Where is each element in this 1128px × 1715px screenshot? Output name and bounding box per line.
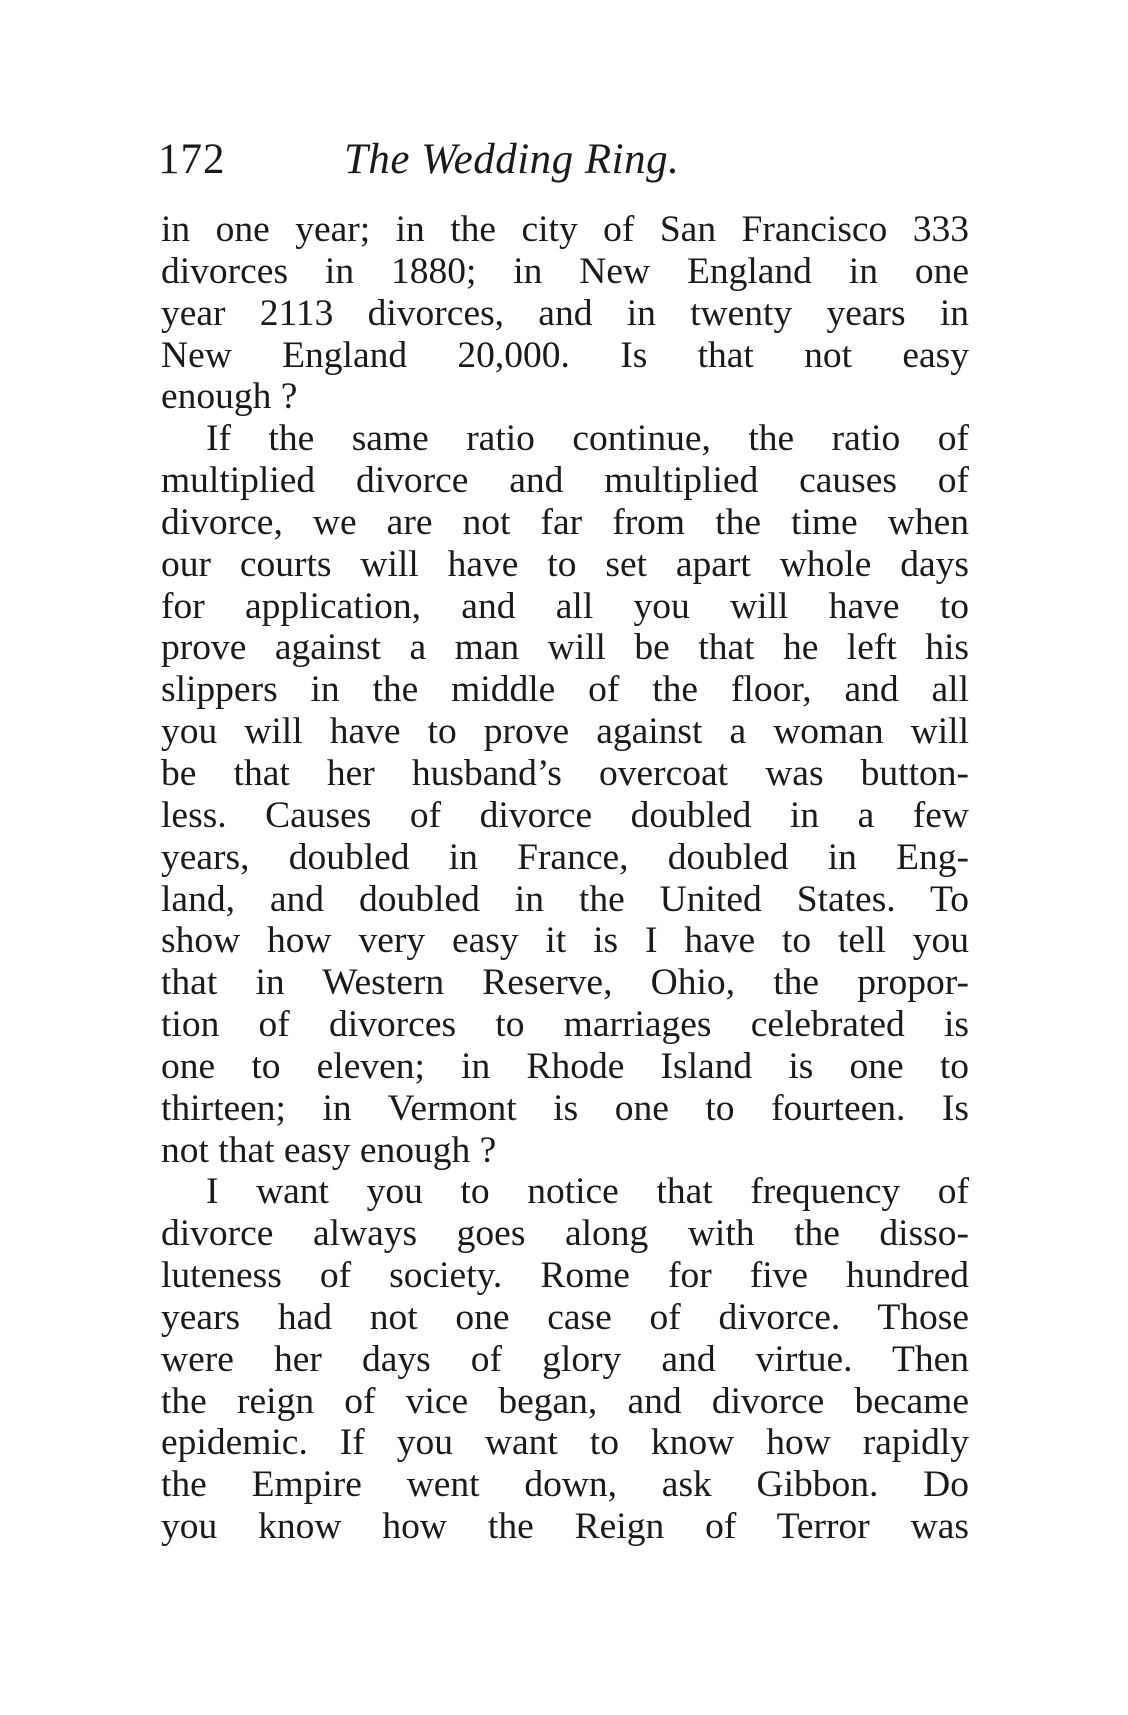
running-title: The Wedding Ring.: [344, 136, 680, 183]
text-line: tion of divorces to marriages celebrated is: [161, 1004, 969, 1046]
text-line: divorce, we are not far from the time when: [161, 501, 969, 543]
text-line: epidemic. If you want to know how rapidly: [161, 1422, 969, 1464]
text-line: show how very easy it is I have to tell you: [161, 920, 969, 962]
text-line: years had not one case of divorce. Those: [161, 1296, 969, 1338]
text-line: enough ?: [161, 376, 298, 418]
paragraph-start-line: If the same ratio continue, the ratio of: [206, 418, 969, 460]
text-line: slippers in the middle of the floor, and all: [161, 669, 969, 711]
text-line: you know how the Reign of Terror was: [161, 1506, 969, 1548]
text-line: prove against a man will be that he left his: [161, 627, 969, 669]
text-line: the reign of vice began, and divorce became: [161, 1380, 969, 1422]
text-line: in one year; in the city of San Francisco 333: [161, 209, 969, 250]
paragraph-start-line: I want you to notice that frequency of: [206, 1171, 969, 1213]
text-line: thirteen; in Vermont is one to fourteen. Is: [161, 1087, 969, 1129]
text-line: multiplied divorce and multiplied causes of: [161, 460, 969, 502]
text-line: that in Western Reserve, Ohio, the propor-: [161, 962, 969, 1004]
text-line: were her days of glory and virtue. Then: [161, 1338, 969, 1380]
text-line: one to eleven; in Rhode Island is one to: [161, 1045, 969, 1087]
text-line: not that easy enough ?: [161, 1129, 497, 1171]
body-text: [161, 209, 969, 1548]
text-line: less. Causes of divorce doubled in a few: [161, 794, 969, 836]
text-line: divorces in 1880; in New England in one: [161, 250, 969, 292]
text-line: divorce always goes along with the disso-: [161, 1213, 969, 1255]
text-line: be that her husband’s overcoat was button-: [161, 752, 969, 794]
text-line: land, and doubled in the United States. To: [161, 878, 969, 920]
text-line: New England 20,000. Is that not easy: [161, 334, 969, 376]
text-line: year 2113 divorces, and in twenty years in: [161, 292, 969, 334]
text-line: luteness of society. Rome for five hundred: [161, 1255, 969, 1297]
page-number: 172: [158, 136, 226, 183]
text-line: for application, and all you will have to: [161, 585, 969, 627]
text-line: the Empire went down, ask Gibbon. Do: [161, 1464, 969, 1506]
text-line: you will have to prove against a woman will: [161, 711, 969, 753]
text-line: years, doubled in France, doubled in Eng-: [161, 836, 969, 878]
text-line: our courts will have to set apart whole days: [161, 543, 969, 585]
running-head: [158, 130, 958, 190]
